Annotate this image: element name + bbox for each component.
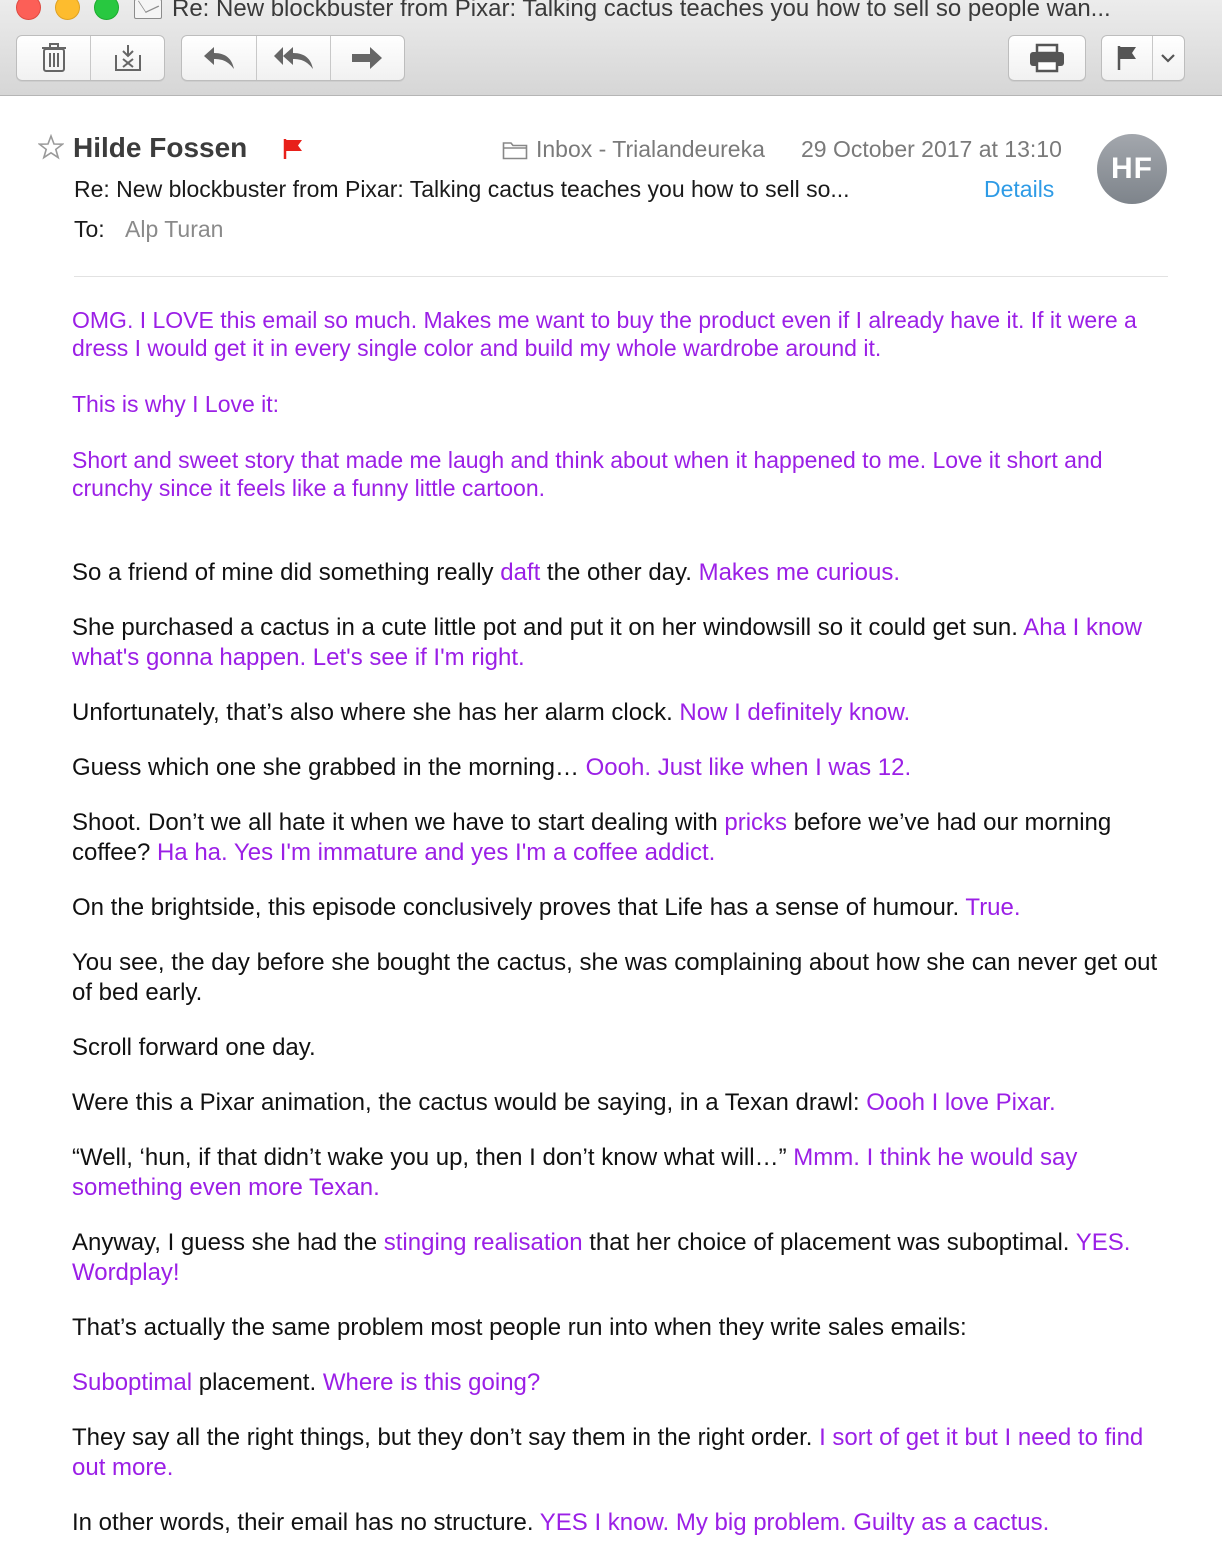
story-paragraph: In other words, their email has no structure. YES I know. My big problem. Guilty as a cactus. (72, 1509, 1050, 1536)
story-paragraph: “Well, ‘hun, if that didn’t wake you up, then I don’t know what will…” Mmm. I think he would say something even more Texan. (72, 1144, 1078, 1201)
forward-icon (350, 45, 384, 71)
message-date: 29 October 2017 at 13:10 (801, 136, 1062, 162)
quoted-story (72, 558, 1172, 1538)
reply-all-icon (273, 45, 315, 71)
story-paragraph: Shoot. Don’t we all hate it when we have to start dealing with pricks before we’ve had our morning coffee? Ha ha. Yes I'm immature and yes I'm a coffee addict. (72, 809, 1112, 866)
message-body (72, 306, 1172, 1548)
story-paragraph: Suboptimal placement. Where is this going? (72, 1369, 541, 1396)
recipient-name[interactable]: Alp Turan (125, 216, 224, 242)
avatar: HF (1097, 134, 1167, 204)
story-paragraph: Scroll forward one day. (72, 1034, 316, 1061)
intro-paragraph: This is why I Love it: (72, 391, 280, 417)
details-link[interactable]: Details (984, 176, 1055, 202)
story-paragraph: Unfortunately, that’s also where she has her alarm clock. Now I definitely know. (72, 699, 911, 726)
intro-paragraph: Short and sweet story that made me laugh and think about when it happened to me. Love it short and crunchy since it feels like a funny little cartoon. (72, 447, 1103, 501)
story-paragraph: Anyway, I guess she had the stinging realisation that her choice of placement was suboptimal. YES. Wordplay! (72, 1229, 1131, 1286)
story-paragraph: Guess which one she grabbed in the morning… Oooh. Just like when I was 12. (72, 754, 912, 781)
story-paragraph: She purchased a cactus in a cute little pot and put it on her windowsill so it could get sun. Aha I know what's gonna happen. Let's see if I'm right. (72, 614, 1142, 671)
folder-icon (502, 140, 528, 160)
print-group (1008, 35, 1086, 81)
window-title (134, 0, 1214, 24)
delete-junk-group (16, 35, 165, 81)
flag-button[interactable] (1102, 36, 1153, 80)
header-divider (74, 276, 1168, 277)
to-label: To: (74, 216, 105, 242)
flag-group (1101, 35, 1185, 81)
minimize-window-button[interactable] (55, 0, 80, 20)
flag-menu-button[interactable] (1153, 36, 1184, 80)
story-paragraph: They say all the right things, but they don’t say them in the right order. I sort of get it but I need to find out more. (72, 1424, 1144, 1481)
close-window-button[interactable] (16, 0, 41, 20)
story-paragraph: You see, the day before she bought the cactus, she was complaining about how she can never get out of bed early. (72, 949, 1158, 1006)
zoom-window-button[interactable] (94, 0, 119, 20)
reply-button[interactable] (182, 36, 257, 80)
message-subject: Re: New blockbuster from Pixar: Talking cactus teaches you how to sell so... (74, 176, 850, 202)
red-flag-icon (282, 138, 304, 160)
story-paragraph: That’s actually the same problem most people run into when they write sales emails: (72, 1314, 967, 1341)
junk-button[interactable] (91, 36, 164, 80)
message-header (0, 96, 1222, 276)
flag-icon (1115, 44, 1139, 72)
traffic-lights (16, 0, 119, 20)
junk-icon (113, 43, 143, 73)
mailbox-name: Inbox - Trialandeureka (536, 136, 765, 162)
story-paragraph: Were this a Pixar animation, the cactus would be saying, in a Texan drawl: Oooh I love Pixar. (72, 1089, 1056, 1116)
story-paragraph: On the brightside, this episode conclusively proves that Life has a sense of humour. True. (72, 894, 1021, 921)
story-paragraph: So a friend of mine did something really daft the other day. Makes me curious. (72, 559, 900, 586)
sender-name[interactable]: Hilde Fossen (73, 132, 248, 163)
reply-all-button[interactable] (257, 36, 330, 80)
intro-paragraph: OMG. I LOVE this email so much. Makes me want to buy the product even if I already have it. If it were a dress I would get it in every single color and build my whole wardrobe around it. (72, 307, 1137, 361)
window-title-text: Re: New blockbuster from Pixar: Talking cactus teaches you how to sell so people wan... (172, 0, 1111, 22)
star-icon[interactable] (38, 134, 64, 160)
envelope-icon (134, 0, 162, 19)
reply-group (181, 35, 405, 81)
window-chrome (0, 0, 1222, 96)
print-icon (1028, 43, 1066, 73)
forward-button[interactable] (331, 36, 404, 80)
mailbox-label[interactable] (502, 136, 765, 163)
reply-icon (202, 45, 236, 71)
print-button[interactable] (1009, 36, 1085, 80)
intro-comments (72, 306, 1172, 502)
chevron-down-icon (1160, 53, 1176, 63)
trash-icon (41, 43, 67, 73)
delete-button[interactable] (17, 36, 91, 80)
